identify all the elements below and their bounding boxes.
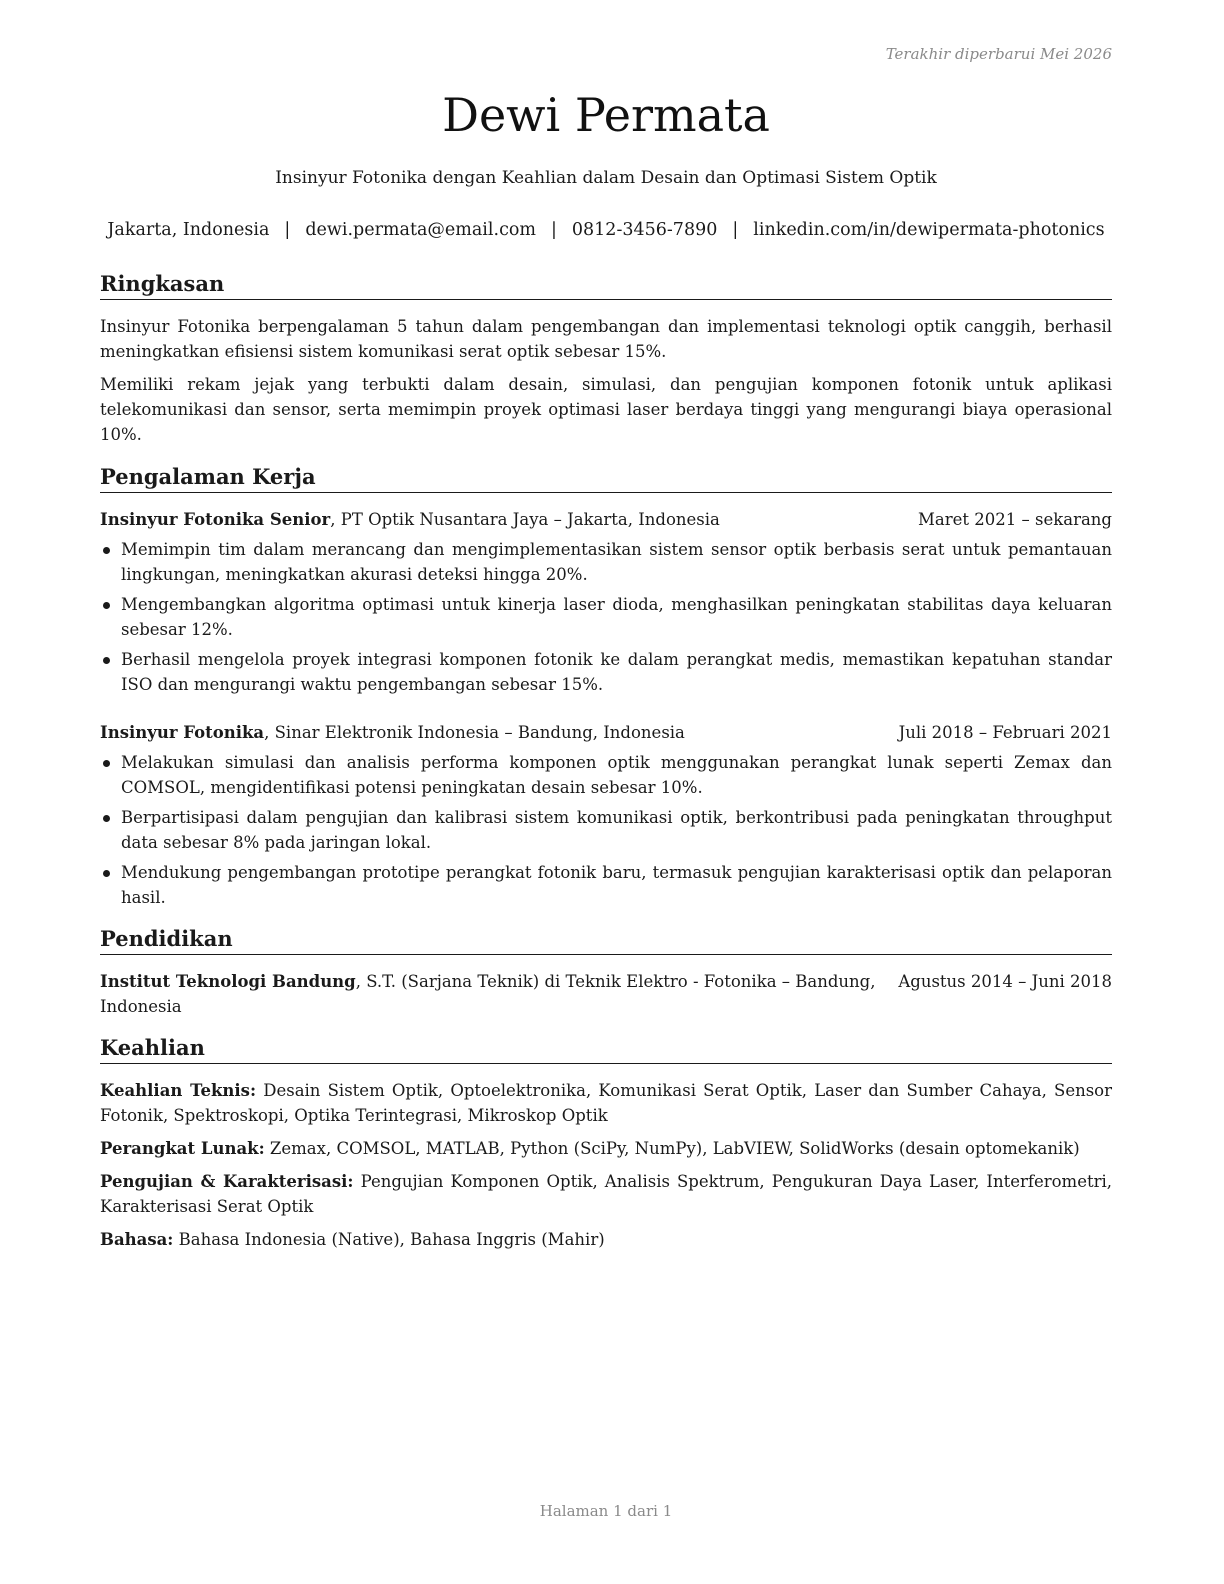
bullet-icon <box>103 815 110 822</box>
job-title-org <box>100 720 685 745</box>
skill-label: Keahlian Teknis: <box>100 1081 257 1100</box>
section-title-experience: Pengalaman Kerja <box>100 463 1112 493</box>
job-dates: Maret 2021 – sekarang <box>918 510 1112 529</box>
education-entry <box>100 969 1112 1019</box>
skill-line <box>100 1227 1112 1252</box>
bullet-icon <box>103 547 110 554</box>
last-updated-note: Terakhir diperbarui Mei 2026 <box>885 45 1112 63</box>
skill-value: Bahasa Indonesia (Native), Bahasa Inggris (Mahir) <box>173 1230 605 1249</box>
bullet-icon <box>103 760 110 767</box>
bullet-text: Mengembangkan algoritma optimasi untuk kinerja laser dioda, menghasilkan peningkatan stabilitas daya keluaran sebesar 12%. <box>121 595 1112 639</box>
contact-phone: 0812-3456-7890 <box>571 220 718 240</box>
skill-label: Bahasa: <box>100 1230 174 1249</box>
bullet-text: Melakukan simulasi dan analisis performa komponen optik menggunakan perangkat lunak seperti Zemax dan COMSOL, mengidentifikasi potensi peningkatan desain sebesar 10%. <box>121 753 1112 797</box>
skill-label: Pengujian & Karakterisasi: <box>100 1172 354 1191</box>
job-entry <box>100 720 1112 910</box>
contact-location: Jakarta, Indonesia <box>107 220 270 240</box>
skill-line <box>100 1136 1112 1161</box>
job-entry <box>100 507 1112 697</box>
education-degree: , S.T. (Sarjana Teknik) di Teknik Elektro - Fotonika – Bandung, <box>355 972 876 991</box>
resume-page <box>100 0 1112 1584</box>
skill-line <box>100 1078 1112 1128</box>
job-role: Insinyur Fotonika <box>100 723 265 742</box>
skill-line <box>100 1169 1112 1219</box>
bullet-text: Berpartisipasi dalam pengujian dan kalibrasi sistem komunikasi optik, berkontribusi pada peningkatan throughput data sebesar 8% pada jaringan lokal. <box>121 808 1112 852</box>
skill-value: Desain Sistem Optik, Optoelektronika, Komunikasi Serat Optik, Laser dan Sumber Cahaya, Sensor Fotonik, Spektroskopi, Optika Terintegrasi, Mikroskop Optik <box>100 1081 1113 1125</box>
contact-separator: | <box>551 220 557 240</box>
job-header <box>100 720 1112 745</box>
education-title <box>100 969 876 994</box>
job-bullets <box>100 537 1112 697</box>
list-item <box>100 805 1112 855</box>
contact-line <box>90 220 1122 240</box>
section-title-education: Pendidikan <box>100 925 1112 955</box>
bullet-icon <box>103 602 110 609</box>
list-item <box>100 592 1112 642</box>
job-header <box>100 507 1112 532</box>
skill-label: Perangkat Lunak: <box>100 1139 265 1158</box>
bullet-icon <box>103 870 110 877</box>
job-org: , PT Optik Nusantara Jaya – Jakarta, Indonesia <box>330 510 720 529</box>
bullet-icon <box>103 657 110 664</box>
job-title-org <box>100 507 720 532</box>
summary-paragraph: Memiliki rekam jejak yang terbukti dalam desain, simulasi, dan pengujian komponen fotonik untuk aplikasi telekomunikasi dan sensor, serta memimpin proyek optimasi laser berdaya tinggi yang mengurangi biaya operasional 10%. <box>100 375 1112 444</box>
job-dates: Juli 2018 – Februari 2021 <box>898 723 1112 742</box>
job-role: Insinyur Fotonika Senior <box>100 510 331 529</box>
education-dates: Agustus 2014 – Juni 2018 <box>898 972 1112 991</box>
summary-section <box>100 270 1112 447</box>
list-item <box>100 860 1112 910</box>
contact-separator: | <box>284 220 291 240</box>
education-school: Institut Teknologi Bandung <box>100 972 356 991</box>
job-bullets <box>100 750 1112 910</box>
contact-linkedin[interactable]: linkedin.com/in/dewipermata-photonics <box>753 220 1105 240</box>
contact-email[interactable]: dewi.permata@email.com <box>305 220 536 240</box>
bullet-text: Mendukung pengembangan prototipe perangkat fotonik baru, termasuk pengujian karakterisasi optik dan pelaporan hasil. <box>121 863 1112 907</box>
education-location-wrap: Indonesia <box>100 997 182 1016</box>
education-header <box>100 969 1112 994</box>
section-title-summary: Ringkasan <box>100 270 1112 300</box>
list-item <box>100 750 1112 800</box>
skill-value: Pengujian Komponen Optik, Analisis Spektrum, Pengukuran Daya Laser, Interferometri, Karakterisasi Serat Optik <box>100 1172 1112 1216</box>
list-item <box>100 647 1112 697</box>
list-item <box>100 537 1112 587</box>
page-number: Halaman 1 dari 1 <box>539 1502 673 1520</box>
headline: Insinyur Fotonika dengan Keahlian dalam Desain dan Optimasi Sistem Optik <box>275 168 937 188</box>
bullet-text: Memimpin tim dalam merancang dan mengimplementasikan sistem sensor optik berbasis serat untuk pemantauan lingkungan, meningkatkan akurasi deteksi hingga 20%. <box>121 540 1112 584</box>
candidate-name: Dewi Permata <box>442 88 770 142</box>
summary-paragraph: Insinyur Fotonika berpengalaman 5 tahun dalam pengembangan dan implementasi teknologi optik canggih, berhasil meningkatkan efisiensi sistem komunikasi serat optik sebesar 15%. <box>100 317 1112 361</box>
skill-value: Zemax, COMSOL, MATLAB, Python (SciPy, NumPy), LabVIEW, SolidWorks (desain optomekanik) <box>264 1139 1080 1158</box>
experience-section <box>100 463 1112 910</box>
contact-separator: | <box>732 220 739 240</box>
bullet-text: Berhasil mengelola proyek integrasi komponen fotonik ke dalam perangkat medis, memastikan kepatuhan standar ISO dan mengurangi waktu pengembangan sebesar 15%. <box>121 650 1112 694</box>
section-title-skills: Keahlian <box>100 1034 1112 1064</box>
education-section <box>100 925 1112 1019</box>
job-org: , Sinar Elektronik Indonesia – Bandung, Indonesia <box>264 723 685 742</box>
skills-section <box>100 1034 1112 1252</box>
